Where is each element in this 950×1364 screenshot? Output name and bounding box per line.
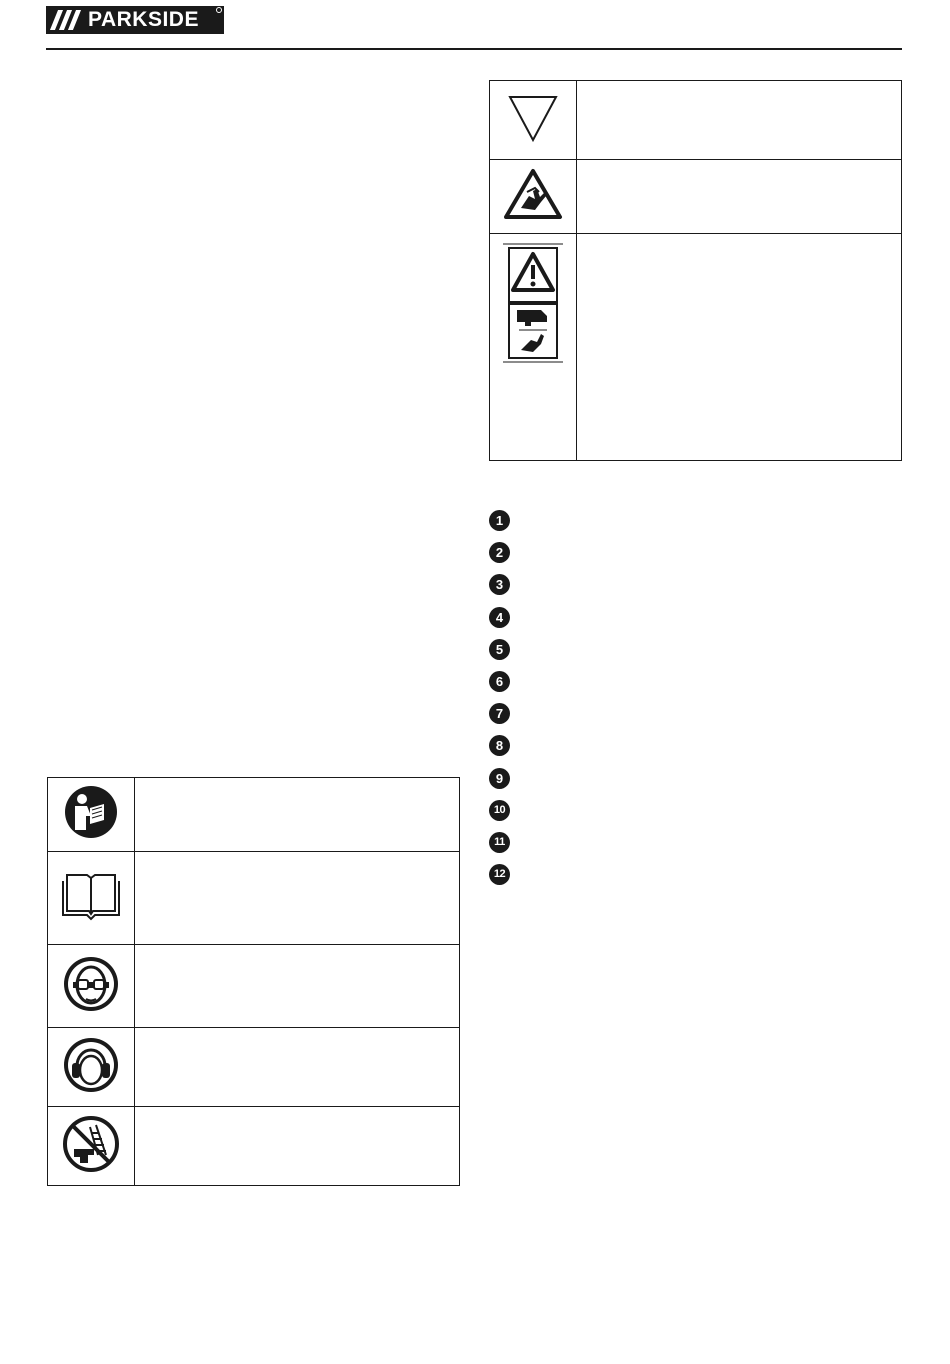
no-ladder-use-icon	[62, 1115, 120, 1173]
number-badge: 6	[489, 671, 510, 692]
list-item	[489, 768, 510, 800]
symbol-row	[48, 778, 460, 852]
left-symbol-table	[47, 777, 460, 1186]
number-badge: 9	[489, 768, 510, 789]
list-item	[489, 607, 510, 639]
hand-injury-warning-icon	[503, 168, 563, 220]
eye-protection-icon	[62, 955, 120, 1013]
brand-name: PARKSIDE	[88, 8, 199, 31]
number-badge: 1	[489, 510, 510, 531]
number-badge: 11	[489, 832, 510, 853]
number-badge: 7	[489, 703, 510, 724]
logo-slashes-icon	[46, 6, 86, 34]
list-item	[489, 800, 510, 832]
list-item	[489, 671, 510, 703]
list-item	[489, 639, 510, 671]
list-item	[489, 864, 510, 896]
symbol-row	[490, 234, 902, 461]
symbol-row	[490, 160, 902, 234]
list-item	[489, 703, 510, 735]
number-badge: 10	[489, 800, 510, 821]
symbol-row	[48, 1107, 460, 1186]
numbered-parts-list	[489, 510, 510, 896]
number-badge: 3	[489, 574, 510, 595]
number-badge: 8	[489, 735, 510, 756]
symbol-row	[48, 1028, 460, 1107]
symbol-row	[48, 852, 460, 945]
list-item	[489, 542, 510, 574]
list-item	[489, 735, 510, 767]
number-badge: 5	[489, 639, 510, 660]
warning-and-nail-injury-label-icon	[501, 242, 565, 364]
header-divider	[46, 48, 902, 50]
symbol-row	[48, 945, 460, 1028]
list-item	[489, 832, 510, 864]
right-symbol-table	[489, 80, 902, 461]
ear-protection-icon	[62, 1036, 120, 1094]
symbol-row	[490, 81, 902, 160]
number-badge: 4	[489, 607, 510, 628]
list-item	[489, 574, 510, 606]
read-manual-circle-icon	[63, 784, 119, 840]
number-badge: 2	[489, 542, 510, 563]
registered-mark-icon	[216, 7, 222, 13]
list-item	[489, 510, 510, 542]
open-book-icon	[59, 871, 123, 921]
number-badge: 12	[489, 864, 510, 885]
warning-triangle-outline-icon	[507, 92, 559, 144]
parkside-logo	[46, 6, 224, 34]
